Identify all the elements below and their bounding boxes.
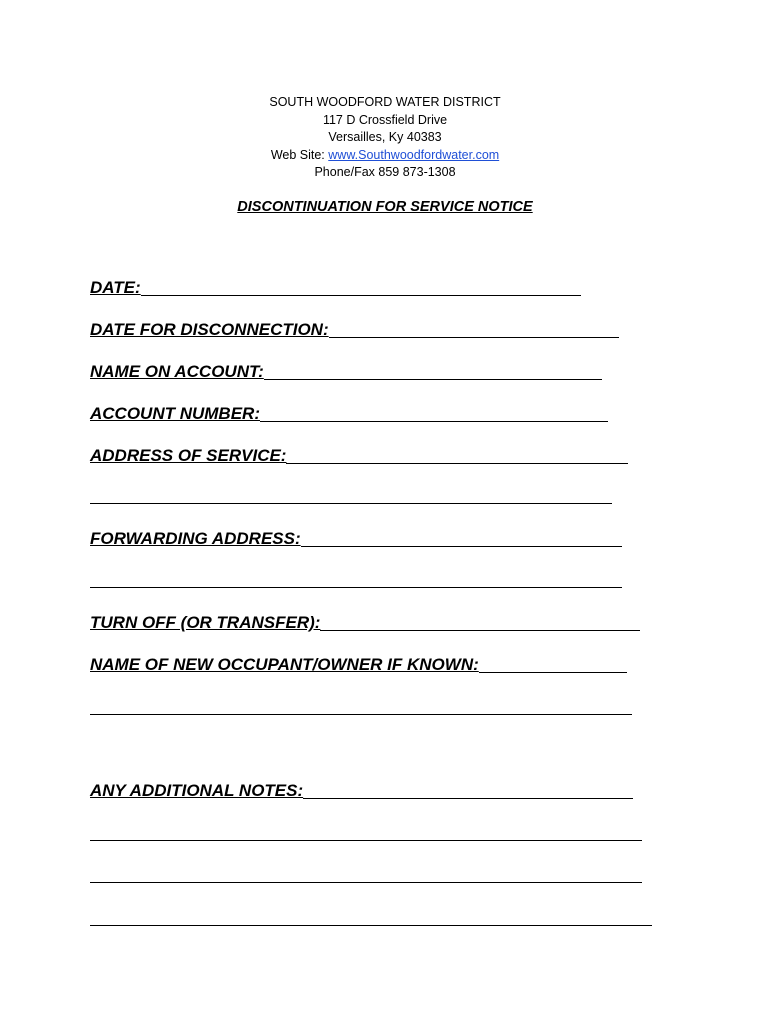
account-name-field[interactable] — [90, 360, 602, 382]
service-address-line-2[interactable] — [90, 503, 612, 504]
notes-line-4[interactable] — [90, 925, 652, 926]
date-field[interactable] — [90, 276, 581, 298]
website-label: Web Site: — [270, 147, 325, 162]
disconnection-date-field[interactable] — [90, 318, 619, 340]
date-blank[interactable] — [141, 295, 581, 296]
city-state-zip: Versailles, Ky 40383 — [328, 130, 442, 144]
forwarding-address-label: FORWARDING ADDRESS: — [90, 529, 301, 548]
disconnection-date-blank[interactable] — [329, 337, 619, 338]
service-address-label: ADDRESS OF SERVICE: — [90, 446, 287, 465]
form-title: DISCONTINUATION FOR SERVICE NOTICE — [237, 199, 533, 215]
new-occupant-line-2[interactable] — [90, 714, 632, 715]
website-link[interactable]: www.Southwoodfordwater.com — [328, 147, 500, 162]
account-number-field[interactable] — [90, 402, 608, 424]
forwarding-address-field[interactable] — [90, 527, 622, 549]
account-name-blank[interactable] — [264, 379, 602, 380]
notes-field[interactable] — [90, 779, 633, 801]
notes-blank[interactable] — [303, 798, 633, 799]
street-address: 117 D Crossfield Drive — [322, 112, 448, 127]
website-line — [0, 147, 770, 165]
service-address-field[interactable] — [90, 444, 628, 466]
forwarding-address-line-2[interactable] — [90, 587, 622, 588]
organization-name: SOUTH WOODFORD WATER DISTRICT — [269, 95, 501, 109]
date-label: DATE: — [90, 278, 141, 297]
new-occupant-field[interactable] — [90, 653, 627, 675]
phone-fax: Phone/Fax 859 873-1308 — [314, 165, 456, 179]
notes-label: ANY ADDITIONAL NOTES: — [90, 781, 304, 800]
turn-off-blank[interactable] — [320, 630, 640, 631]
turn-off-label: TURN OFF (OR TRANSFER): — [90, 613, 321, 632]
turn-off-field[interactable] — [90, 611, 640, 633]
notes-line-2[interactable] — [90, 840, 642, 841]
letterhead — [0, 94, 770, 182]
disconnection-date-label: DATE FOR DISCONNECTION: — [90, 320, 329, 339]
account-name-label: NAME ON ACCOUNT: — [90, 362, 264, 381]
forwarding-address-blank[interactable] — [301, 546, 622, 547]
service-address-blank[interactable] — [286, 463, 628, 464]
account-number-label: ACCOUNT NUMBER: — [90, 404, 260, 423]
account-number-blank[interactable] — [260, 421, 608, 422]
new-occupant-label: NAME OF NEW OCCUPANT/OWNER IF KNOWN: — [90, 655, 479, 674]
notes-line-3[interactable] — [90, 882, 642, 883]
new-occupant-blank[interactable] — [479, 672, 627, 673]
